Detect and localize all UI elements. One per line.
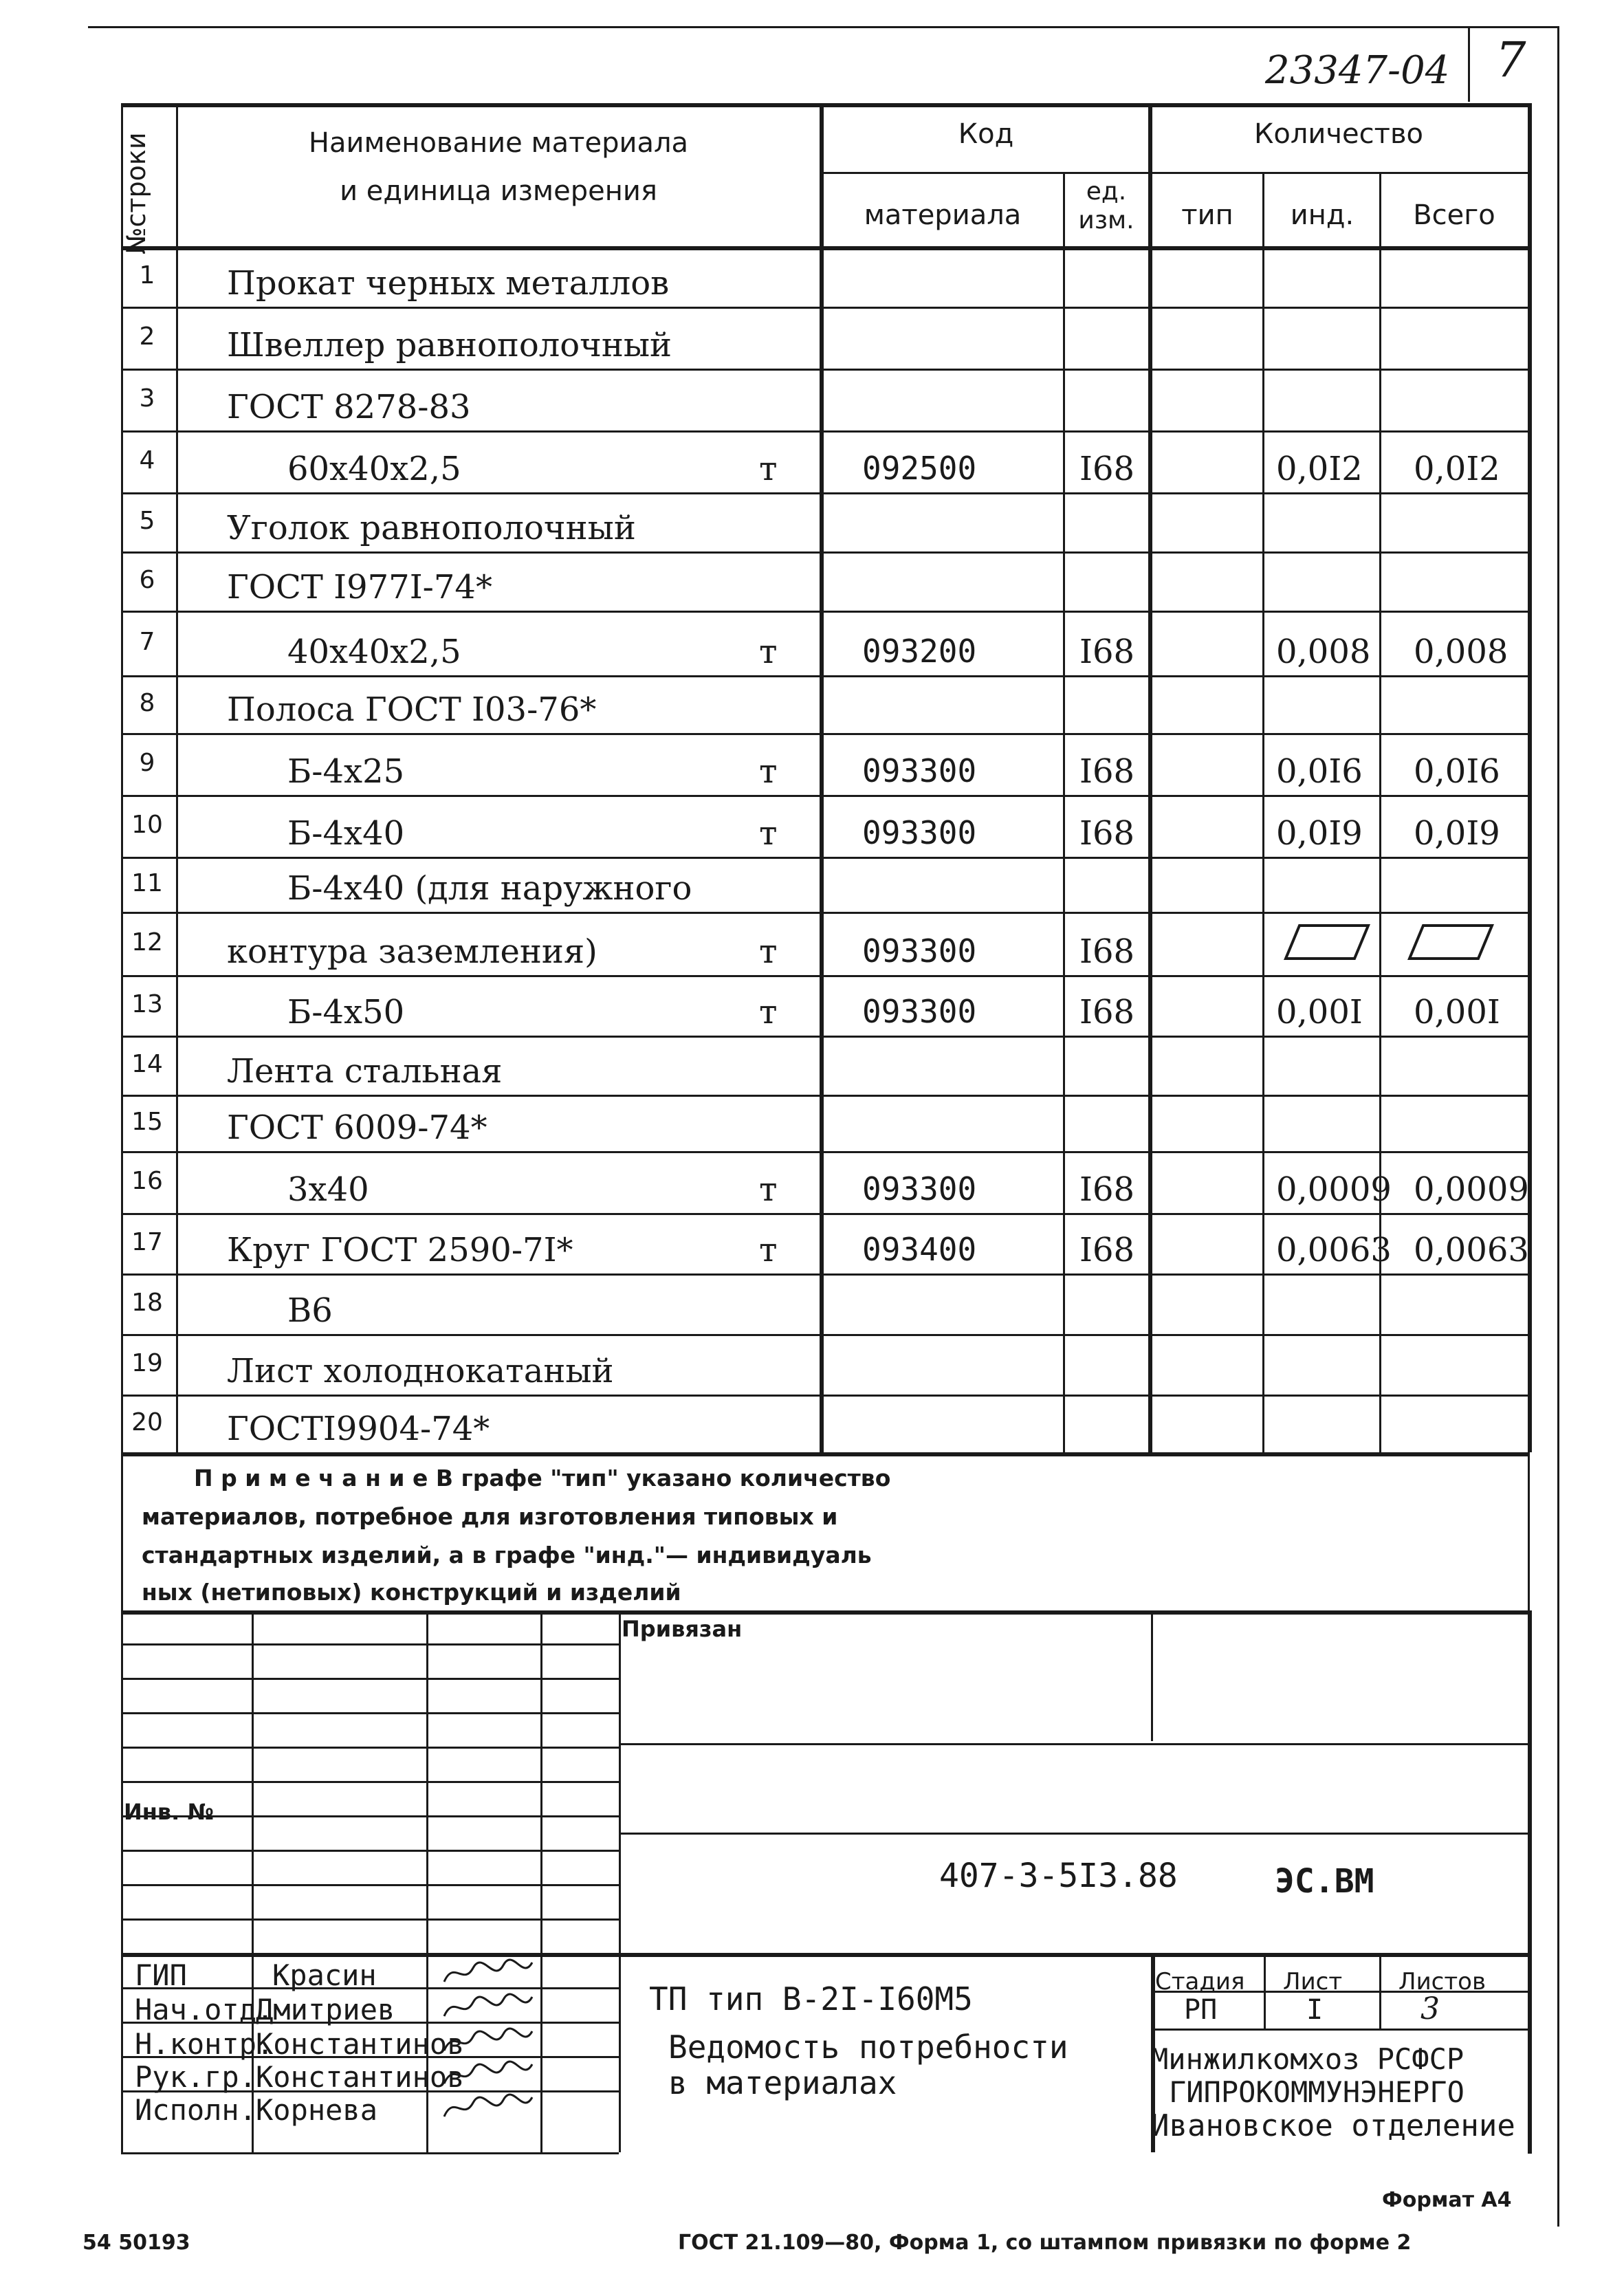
footer-gost: ГОСТ 21.109—80, Форма 1, со штампом привязки по форме 2 [678,2231,1412,2255]
grid-line-h [121,1610,1528,1615]
grid-line-v [121,1610,123,2152]
grid-line-v [1151,1610,1153,1741]
row-qty-ind: 0,0I2 [1276,450,1363,488]
row-code: 093300 [862,932,977,970]
row-number: 5 [139,507,155,535]
row-number: 14 [131,1050,163,1078]
row-number: 12 [131,928,163,956]
row-qty-total: 0,0I9 [1414,814,1500,853]
grid-line-h [121,103,1528,107]
grid-line-h [121,1953,1528,1957]
row-name: Швеллер равнополочный [227,326,672,364]
row-number: 10 [131,811,163,839]
grid-line-h [121,1747,619,1749]
row-qty-ind: 0,0I6 [1276,752,1363,791]
grid-line-h [121,1884,619,1886]
footer-format: Формат А4 [1382,2188,1512,2212]
row-name: Лист холоднокатаный [227,1352,614,1390]
grid-line-h [820,172,1528,174]
grid-line-h [121,733,1528,735]
grid-line-v [1528,1452,1530,1610]
stamp-org-1: Минжилкомхоз РСФСР [1151,2042,1464,2076]
row-name: Б-4х40 [287,814,405,853]
row-name: 3х40 [287,1170,369,1209]
row-code: 093300 [862,993,977,1030]
col-header-name-1: Наименование материала [308,127,689,159]
grid-line-h [121,611,1528,613]
signature-scribble [440,2090,536,2132]
row-name: Лента стальная [227,1052,503,1091]
row-qty-total: 0,0I6 [1414,752,1500,791]
row-number: 15 [131,1108,163,1136]
grid-line-h [121,1213,1528,1215]
col-header-code: Код [958,118,1014,150]
row-number: 8 [139,689,155,717]
row-name: Прокат черных металлов [227,264,670,303]
col-header-qty: Количество [1253,118,1423,150]
row-number: 6 [139,566,155,594]
grid-line-h [121,246,1528,250]
row-name: Круг ГОСТ 2590-7I* [227,1231,573,1269]
grid-line-h [121,1918,619,1921]
grid-line-h [121,1036,1528,1038]
footer-left-code: 54 50193 [83,2231,190,2255]
grid-line-v [1063,172,1065,1452]
row-qty-total: 0,0063 [1414,1231,1529,1269]
grid-line-v [540,1610,542,2152]
grid-line-v [121,1452,123,1610]
stamp-role: Исполн. [135,2093,257,2127]
row-number: 18 [131,1289,163,1317]
grid-line-h [121,1452,1528,1456]
row-unit-code: I68 [1079,450,1135,488]
grid-line-v [619,1610,621,2152]
grid-line-h [121,1850,619,1852]
row-number: 20 [131,1408,163,1436]
row-name: контура заземления) [227,932,597,971]
row-unit-code: I68 [1079,633,1135,671]
doc-number: 23347-04 [1265,48,1450,93]
note-line-2: материалов, потребное для изготовления типовых и [142,1503,838,1530]
row-number: 19 [131,1349,163,1377]
stamp-role-name: Константинов [256,2060,465,2094]
row-unit: т [759,633,778,671]
grid-line-h [121,912,1528,914]
placeholder-parallelogram-total [1396,921,1499,963]
col-header-qty-ind: инд. [1290,199,1354,231]
row-unit-code: I68 [1079,1170,1135,1209]
col-header-qty-total: Всего [1413,199,1495,231]
grid-line-h [121,1395,1528,1397]
row-code: 093300 [862,752,977,789]
stamp-sheet-label: Лист [1283,1968,1343,1996]
grid-line-v [1264,1953,1266,2029]
row-code: 093400 [862,1231,977,1268]
grid-line-h [121,492,1528,494]
stamp-role-name: Красин [272,1958,377,1992]
grid-line-h [121,1678,619,1680]
note-line-1: П р и м е ч а н и е В графе "тип" указано количество [194,1465,891,1491]
grid-line-h [619,1833,1528,1835]
grid-line-h [121,551,1528,554]
stamp-project: ТП тип В-2I-I60М5 [649,1980,973,2018]
row-code: 093200 [862,633,977,670]
row-name: Полоса ГОСТ I03-76* [227,690,597,729]
grid-line-h [121,975,1528,977]
row-number: 13 [131,990,163,1018]
row-code: 093300 [862,1170,977,1207]
row-number: 17 [131,1228,163,1256]
row-number: 11 [131,869,163,897]
row-unit: т [759,450,778,488]
grid-line-v [1528,1610,1532,2154]
row-unit-code: I68 [1079,814,1135,853]
row-qty-ind: 0,0009 [1276,1170,1392,1209]
grid-line-h [121,1151,1528,1153]
grid-line-h [121,2152,619,2154]
row-unit: т [759,1231,778,1269]
row-code: 092500 [862,450,977,487]
stamp-role-name: Константинов [256,2027,465,2061]
row-number: 1 [139,261,155,289]
row-name: Б-4х40 (для наружного [287,869,692,908]
row-qty-ind: 0,0I9 [1276,814,1363,853]
row-unit-code: I68 [1079,752,1135,791]
stamp-role: Н.контр. [135,2027,274,2061]
row-qty-total: 0,00I [1414,993,1500,1031]
sheet-number: 7 [1495,32,1526,88]
row-name: ГОСТ 6009-74* [227,1108,487,1147]
row-name: Уголок равнополочный [227,509,636,547]
stamp-org-2: ГИПРОКОММУНЭНЕРГО [1169,2075,1464,2109]
grid-line-h [121,1334,1528,1336]
row-qty-ind: 0,008 [1276,633,1371,671]
stamp-designation: 407-3-5I3.88 [939,1857,1178,1895]
stamp-title-2: в материалах [668,2064,897,2101]
row-name: Б-4х50 [287,993,405,1031]
row-name: В6 [287,1291,333,1330]
row-qty-ind: 0,0063 [1276,1231,1392,1269]
row-qty-ind: 0,00I [1276,993,1363,1031]
col-header-name-2: и единица измерения [340,175,657,207]
row-number: 7 [139,628,155,656]
stamp-role-name: Корнева [256,2093,378,2127]
grid-line-v [1379,1953,1381,2029]
row-name: ГОСТI9904-74* [227,1410,490,1448]
grid-line-v [176,103,178,1452]
grid-line-h [121,675,1528,677]
col-header-code-material: материала [864,199,1022,231]
grid-line-h [121,857,1528,859]
grid-line-v [1262,172,1264,1452]
stamp-sheets: 3 [1420,1991,1440,2026]
row-name: 40х40х2,5 [287,633,461,671]
stamp-stage-label: Стадия [1155,1968,1245,1996]
grid-line-h [121,307,1528,309]
stamp-title-1: Ведомость потребности [668,2029,1068,2066]
stamp-role-name: Дмитриев [256,1993,395,2026]
row-number: 3 [139,384,155,413]
row-number: 16 [131,1167,163,1195]
grid-line-h [121,795,1528,797]
note-line-3: стандартных изделий, а в графе "инд."— индивидуаль [142,1542,872,1568]
row-unit: т [759,1170,778,1209]
col-header-row-number: №строки [121,132,151,254]
stamp-sheet: I [1306,1994,1324,2026]
row-unit: т [759,752,778,791]
grid-line-h [121,1095,1528,1097]
row-number: 4 [139,446,155,474]
grid-line-h [121,1643,619,1646]
grid-line-v [820,103,824,1452]
row-code: 093300 [862,814,977,851]
stamp-sheets-label: Листов [1398,1968,1486,1996]
grid-line-h [121,1712,619,1714]
grid-line-h [121,369,1528,371]
row-qty-total: 0,008 [1414,633,1508,671]
stamp-org-3: Ивановское отделение [1151,2108,1515,2143]
grid-line-v [1148,103,1152,1452]
row-qty-total: 0,0I2 [1414,450,1500,488]
row-number: 9 [139,749,155,777]
row-name: ГОСТ I977I-74* [227,568,492,606]
grid-line-h [1151,2029,1528,2031]
row-name: ГОСТ 8278-83 [227,388,471,426]
row-name: Б-4х25 [287,752,405,791]
row-qty-total: 0,0009 [1414,1170,1529,1209]
stamp-inv-label: Инв. № [124,1799,214,1825]
col-header-code-unit: ед. изм. [1078,177,1134,234]
row-unit-code: I68 [1079,932,1135,971]
row-unit-code: I68 [1079,993,1135,1031]
col-header-qty-type: тип [1181,199,1233,231]
stamp-role: ГИП [135,1958,187,1992]
row-name: 60х40х2,5 [287,450,461,488]
grid-line-h [121,430,1528,433]
row-unit: т [759,993,778,1031]
stamp-role: Рук.гр. [135,2060,257,2094]
grid-line-h [619,1743,1528,1745]
stamp-role: Нач.отд. [135,1993,274,2026]
stamp-stage: РП [1184,1994,1218,2026]
placeholder-parallelogram-ind [1272,921,1375,963]
grid-line-h [121,1781,619,1783]
row-number: 2 [139,322,155,351]
stamp-bound-label: Привязан [622,1616,743,1642]
grid-line-h [121,1273,1528,1276]
row-unit: т [759,814,778,853]
note-line-4: ных (нетиповых) конструкций и изделий [142,1579,681,1606]
stamp-section: ЭС.ВМ [1275,1862,1374,1901]
row-unit: т [759,932,778,971]
row-unit-code: I68 [1079,1231,1135,1269]
